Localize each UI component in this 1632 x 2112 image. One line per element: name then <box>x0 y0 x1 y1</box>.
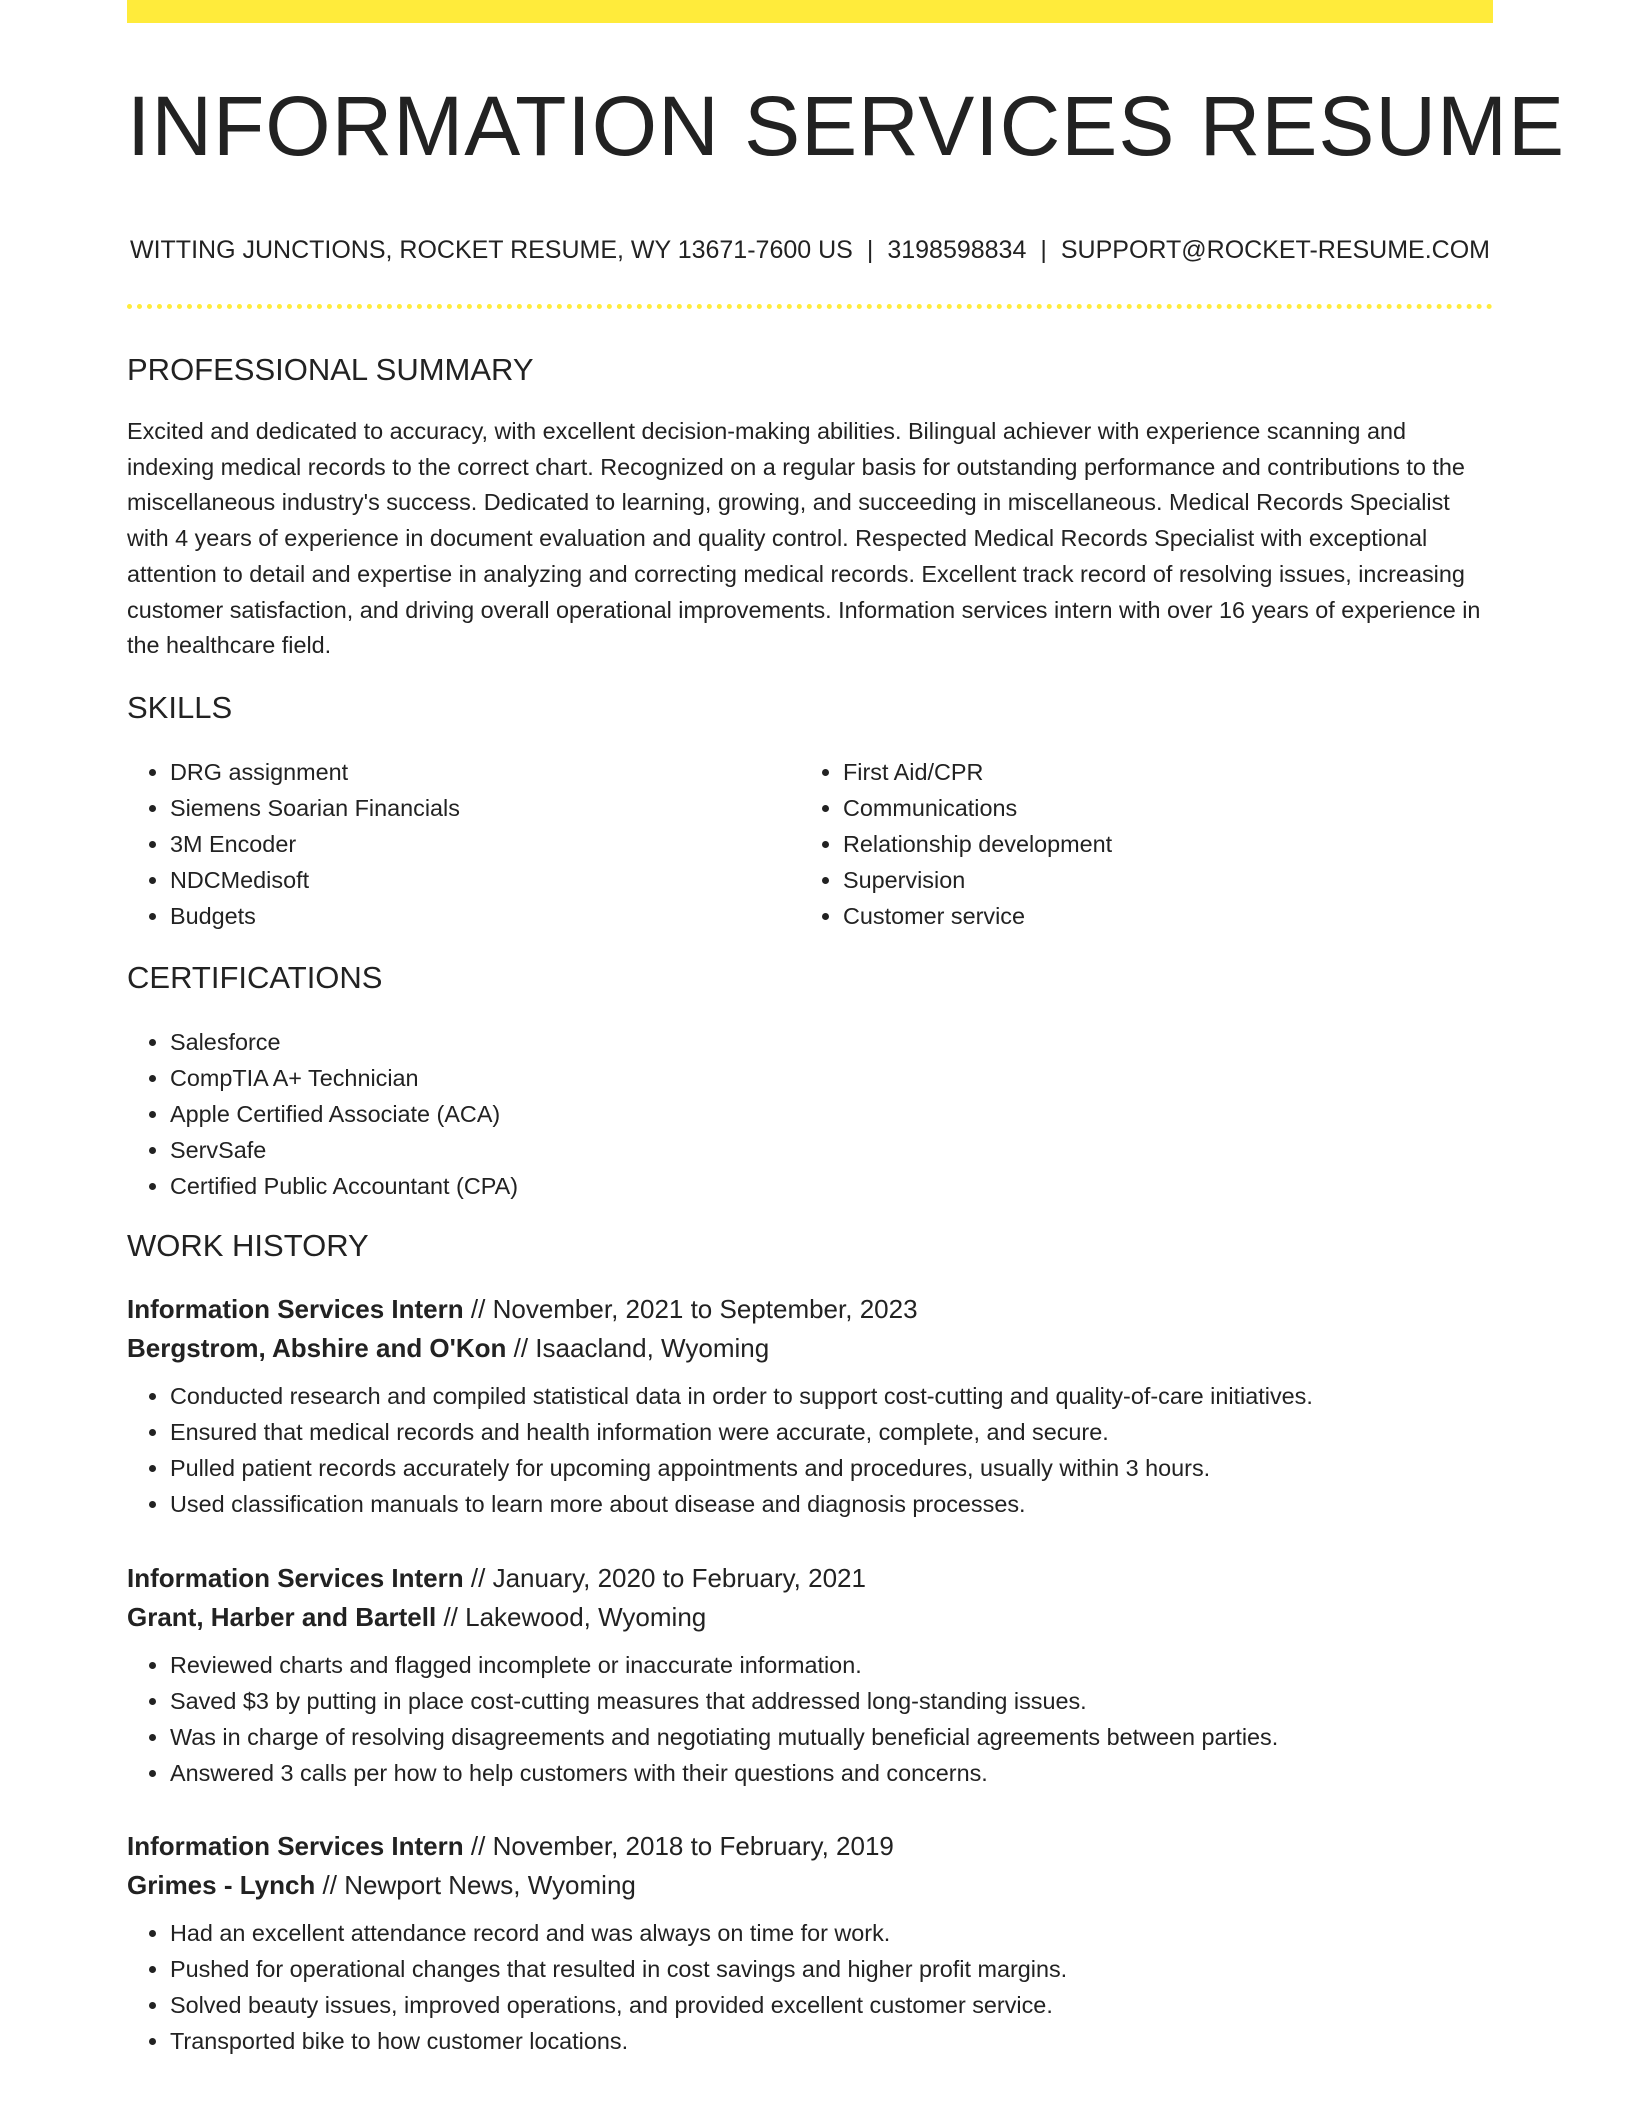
certifications-list <box>127 1024 518 1204</box>
job-location: Lakewood, Wyoming <box>465 1602 707 1632</box>
certifications-heading: CERTIFICATIONS <box>127 960 383 995</box>
job-bullet: • Saved $3 by putting in place cost-cutting measures that addressed long-standing issues. <box>170 1683 1493 1719</box>
job-bullet: • Had an excellent attendance record and was always on time for work. <box>170 1915 1493 1951</box>
job-divider: // <box>470 1831 486 1861</box>
job-divider: // <box>470 1563 486 1593</box>
job-dates: November, 2021 to September, 2023 <box>492 1294 918 1324</box>
job-title: Information Services Intern <box>127 1831 464 1861</box>
job-company: Grant, Harber and Bartell <box>127 1602 437 1632</box>
job-location: Isaacland, Wyoming <box>535 1333 770 1363</box>
job-bullet: • Transported bike to how customer locations. <box>170 2023 1493 2059</box>
job-title: Information Services Intern <box>127 1294 464 1324</box>
job-title: Information Services Intern <box>127 1563 464 1593</box>
job-dates: November, 2018 to February, 2019 <box>492 1831 894 1861</box>
certification-item: • Certified Public Accountant (CPA) <box>170 1168 518 1204</box>
certification-item: • Apple Certified Associate (ACA) <box>170 1096 518 1132</box>
job-divider: // <box>513 1333 529 1363</box>
job-bullet: • Reviewed charts and flagged incomplete or inaccurate information. <box>170 1647 1493 1683</box>
header-divider <box>127 304 1493 309</box>
job-divider: // <box>322 1870 337 1900</box>
job-bullet: • Pulled patient records accurately for upcoming appointments and procedures, usually within 3 hours. <box>170 1450 1493 1486</box>
job-bullet: • Answered 3 calls per how to help customers with their questions and concerns. <box>170 1755 1493 1791</box>
top-accent-bar <box>127 0 1493 23</box>
skills-list-right <box>800 754 1112 934</box>
skill-item: • 3M Encoder <box>170 826 460 862</box>
contact-separator: | <box>866 236 874 264</box>
job-company-line <box>127 1598 1493 1637</box>
contact-address: WITTING JUNCTIONS, ROCKET RESUME, WY 13671-7600 US <box>129 236 853 264</box>
job-title-line <box>127 1290 1493 1329</box>
job-title-line <box>127 1559 1493 1598</box>
job-company-line <box>127 1329 1493 1368</box>
skills-list-left <box>127 754 460 934</box>
certification-item: • Salesforce <box>170 1024 518 1060</box>
job-bullet: • Solved beauty issues, improved operations, and provided excellent customer service. <box>170 1987 1493 2023</box>
skill-item: • DRG assignment <box>170 754 460 790</box>
job-bullets <box>127 1378 1493 1522</box>
job-divider: // <box>470 1294 486 1324</box>
job-company-line <box>127 1866 1493 1905</box>
job-company: Grimes - Lynch <box>127 1870 316 1900</box>
skill-item: • Siemens Soarian Financials <box>170 790 460 826</box>
job-bullet: • Conducted research and compiled statistical data in order to support cost-cutting and quality-of-care initiatives. <box>170 1378 1493 1414</box>
skill-item: • Communications <box>843 790 1112 826</box>
job-entry <box>127 1290 1493 1522</box>
certification-item: • ServSafe <box>170 1132 518 1168</box>
job-bullet: • Was in charge of resolving disagreements and negotiating mutually beneficial agreements between parties. <box>170 1719 1493 1755</box>
job-divider: // <box>443 1602 458 1632</box>
job-entry <box>127 1827 1493 2059</box>
skill-item: • Supervision <box>843 862 1112 898</box>
job-dates: January, 2020 to February, 2021 <box>492 1563 866 1593</box>
job-entry <box>127 1559 1493 1791</box>
skill-item: • Budgets <box>170 898 460 934</box>
job-bullet: • Used classification manuals to learn more about disease and diagnosis processes. <box>170 1486 1493 1522</box>
job-company: Bergstrom, Abshire and O'Kon <box>127 1333 507 1363</box>
contact-separator: | <box>1040 236 1047 264</box>
work-history-heading: WORK HISTORY <box>127 1228 369 1263</box>
contact-email: SUPPORT@ROCKET-RESUME.COM <box>1060 236 1491 264</box>
job-title-line <box>127 1827 1493 1866</box>
summary-text: Excited and dedicated to accuracy, with excellent decision-making abilities. Bilingual achiever with experience scanning and indexing medical records to the correct chart. Recognized on a regular basis for outstanding performance and contributions to the miscellaneous industry's success. Dedicated to learning, growing, and succeeding in miscellaneous. Medical Records Specialist with 4 years of experience in document evaluation and quality control. Respected Medical Records Specialist with exceptional attention to detail and expertise in analyzing and correcting medical records. Excellent track record of resolving issues, increasing customer satisfaction, and driving overall operational improvements. Information services intern with over 16 years of experience in the healthcare field. <box>127 418 1481 659</box>
job-bullet: • Pushed for operational changes that resulted in cost savings and higher profit margins. <box>170 1951 1493 1987</box>
job-bullets <box>127 1647 1493 1791</box>
job-location: Newport News, Wyoming <box>344 1870 636 1900</box>
job-bullet: • Ensured that medical records and health information were accurate, complete, and secure. <box>170 1414 1493 1450</box>
certification-item: • CompTIA A+ Technician <box>170 1060 518 1096</box>
job-bullets <box>127 1915 1493 2059</box>
skill-item: • First Aid/CPR <box>843 754 1112 790</box>
skill-item: • Relationship development <box>843 826 1112 862</box>
contact-phone: 3198598834 <box>887 236 1027 264</box>
skills-heading: SKILLS <box>127 690 233 725</box>
contact-line <box>127 236 1493 265</box>
skill-item: • NDCMedisoft <box>170 862 460 898</box>
skill-item: • Customer service <box>843 898 1112 934</box>
summary-heading: PROFESSIONAL SUMMARY <box>127 352 534 387</box>
resume-title: INFORMATION SERVICES RESUME <box>127 79 1566 173</box>
